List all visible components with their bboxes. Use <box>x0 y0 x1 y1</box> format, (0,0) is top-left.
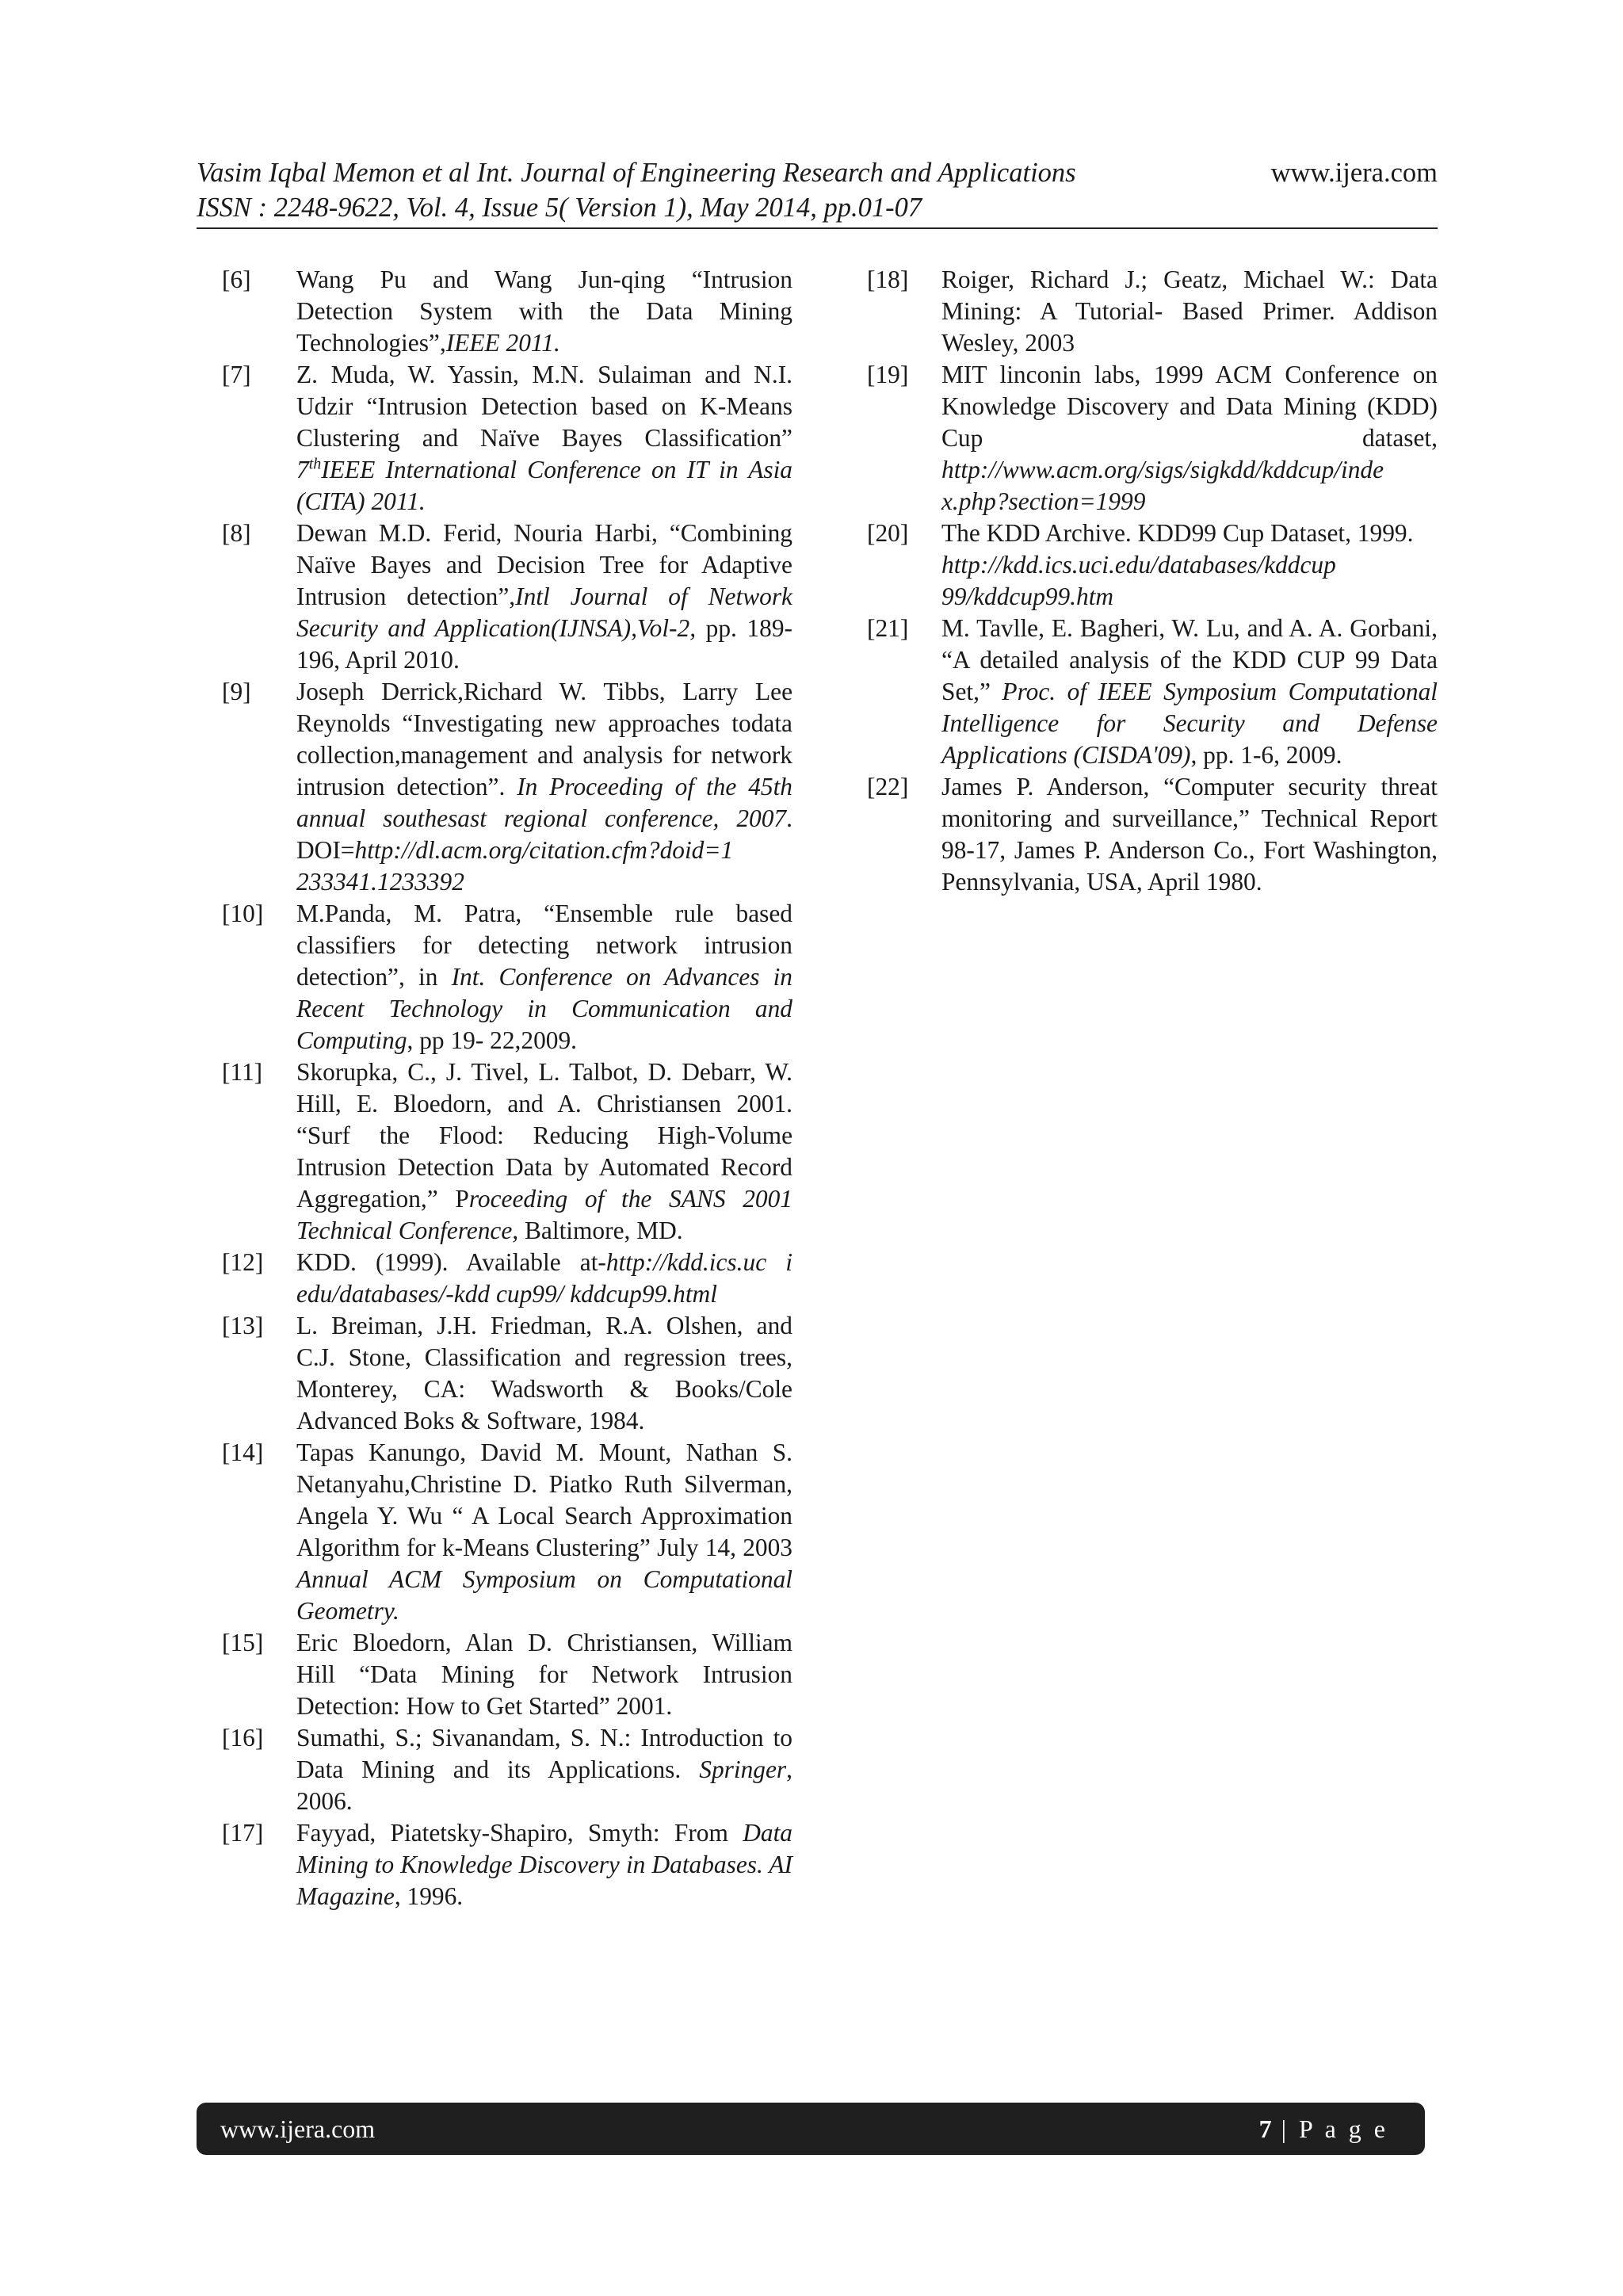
footer-website: www.ijera.com <box>220 2115 376 2143</box>
journal-authors-title: Vasim Iqbal Memon et al Int. Journal of Engineering Research and Applications <box>197 158 1076 188</box>
reference-text: Fayyad, Piatetsky-Shapiro, Smyth: From Data Mining to Knowledge Discovery in Databases. AI Magazine, 1996. <box>296 1819 792 1910</box>
reference-number: [7] <box>222 361 251 388</box>
reference-number: [14] <box>222 1438 264 1466</box>
reference-14 <box>222 1437 792 1627</box>
reference-number: [18] <box>867 266 909 293</box>
reference-number: [17] <box>222 1819 264 1847</box>
reference-text: MIT linconin labs, 1999 ACM Conference on Knowledge Discovery and Data Mining (KDD) Cup dataset, http://www.acm.org/sigs/sigkdd/kddcup/inde x.php?section=1999 <box>941 361 1438 515</box>
reference-number: [11] <box>222 1058 263 1086</box>
reference-19 <box>867 359 1438 518</box>
reference-text: Sumathi, S.; Sivanandam, S. N.: Introduction to Data Mining and its Applications. Springer, 2006. <box>296 1724 792 1815</box>
reference-number: [19] <box>867 361 909 388</box>
references-column-left <box>222 264 792 1912</box>
reference-number: [8] <box>222 519 251 547</box>
header-line-2 <box>197 190 1438 225</box>
reference-16 <box>222 1722 792 1817</box>
reference-text: M. Tavlle, E. Bagheri, W. Lu, and A. A. Gorbani, “A detailed analysis of the KDD CUP 99 Data Set,” Proc. of IEEE Symposium Computational Intelligence for Security and Defense Applications (CISDA'09), pp. 1-6, 2009. <box>941 614 1438 769</box>
reference-number: [9] <box>222 678 251 705</box>
running-header <box>197 155 1438 225</box>
reference-number: [15] <box>222 1629 264 1656</box>
page-footer-bar <box>197 2103 1425 2155</box>
page-number: 7 | P a g e <box>1258 2115 1388 2143</box>
reference-10 <box>222 898 792 1056</box>
header-line-1 <box>197 155 1438 190</box>
reference-number: [21] <box>867 614 909 642</box>
reference-6 <box>222 264 792 359</box>
reference-12 <box>222 1247 792 1310</box>
header-rule <box>197 227 1438 229</box>
reference-17 <box>222 1817 792 1912</box>
reference-text: James P. Anderson, “Computer security threat monitoring and surveillance,” Technical Report 98-17, James P. Anderson Co., Fort Washington, Pennsylvania, USA, April 1980. <box>941 773 1438 896</box>
references-column-right <box>867 264 1438 898</box>
reference-15 <box>222 1627 792 1722</box>
reference-number: [16] <box>222 1724 264 1752</box>
reference-text: Wang Pu and Wang Jun-qing “Intrusion Detection System with the Data Mining Technologies”,IEEE 2011. <box>296 266 792 357</box>
reference-7 <box>222 359 792 518</box>
reference-number: [22] <box>867 773 909 800</box>
reference-text: Joseph Derrick,Richard W. Tibbs, Larry Lee Reynolds “Investigating new approaches todata collection,management and analysis for network intrusion detection”. In Proceeding of the 45th annual southesast regional conference, 2007. DOI=http://dl.acm.org/citation.cfm?doid=1 233341.1233392 <box>296 678 793 896</box>
reference-20 <box>867 518 1438 613</box>
issn-volume-info: ISSN : 2248-9622, Vol. 4, Issue 5( Version 1), May 2014, pp.01-07 <box>197 193 922 223</box>
reference-number: [20] <box>867 519 909 547</box>
reference-8 <box>222 518 792 676</box>
reference-22 <box>867 771 1438 898</box>
reference-number: [10] <box>222 900 264 927</box>
reference-text: Eric Bloedorn, Alan D. Christiansen, William Hill “Data Mining for Network Intrusion Detection: How to Get Started” 2001. <box>296 1629 792 1720</box>
reference-text: M.Panda, M. Patra, “Ensemble rule based classifiers for detecting network intrusion detection”, in Int. Conference on Advances in Recent Technology in Communication and Computing, pp 19- 22,2009. <box>296 900 792 1054</box>
reference-text: Tapas Kanungo, David M. Mount, Nathan S. Netanyahu,Christine D. Piatko Ruth Silverman, Angela Y. Wu “ A Local Search Approximation Algorithm for k-Means Clustering” July 14, 2003 Annual ACM Symposium on Computational Geometry. <box>296 1438 792 1625</box>
reference-text: Z. Muda, W. Yassin, M.N. Sulaiman and N.I. Udzir “Intrusion Detection based on K-Means Clustering and Naïve Bayes Classification” 7thIEEE International Conference on IT in Asia (CITA) 2011. <box>296 361 792 515</box>
reference-18 <box>867 264 1438 359</box>
header-website: www.ijera.com <box>1270 158 1438 188</box>
reference-13 <box>222 1310 792 1437</box>
reference-11 <box>222 1056 792 1247</box>
reference-21 <box>867 613 1438 771</box>
reference-text: Roiger, Richard J.; Geatz, Michael W.: Data Mining: A Tutorial- Based Primer. Addison Wesley, 2003 <box>941 266 1438 357</box>
reference-number: [13] <box>222 1312 264 1339</box>
reference-number: [6] <box>222 266 251 293</box>
reference-text: The KDD Archive. KDD99 Cup Dataset, 1999. http://kdd.ics.uci.edu/databases/kddcup 99/kddcup99.htm <box>941 519 1414 610</box>
reference-number: [12] <box>222 1248 264 1276</box>
reference-text: L. Breiman, J.H. Friedman, R.A. Olshen, and C.J. Stone, Classification and regression trees, Monterey, CA: Wadsworth & Books/Cole Advanced Boks & Software, 1984. <box>296 1312 792 1435</box>
reference-9 <box>222 676 792 898</box>
reference-text: Dewan M.D. Ferid, Nouria Harbi, “Combining Naïve Bayes and Decision Tree for Adaptive Intrusion detection”,Intl Journal of Network Security and Application(IJNSA),Vol-2, pp. 189-196, April 2010. <box>296 519 792 674</box>
reference-text: KDD. (1999). Available at-http://kdd.ics.uc i edu/databases/-kdd cup99/ kddcup99.html <box>296 1248 792 1308</box>
reference-text: Skorupka, C., J. Tivel, L. Talbot, D. Debarr, W. Hill, E. Bloedorn, and A. Christiansen 2001. “Surf the Flood: Reducing High-Volume Intrusion Detection Data by Automated Record Aggregation,” Proceeding of the SANS 2001 Technical Conference, Baltimore, MD. <box>296 1058 792 1244</box>
